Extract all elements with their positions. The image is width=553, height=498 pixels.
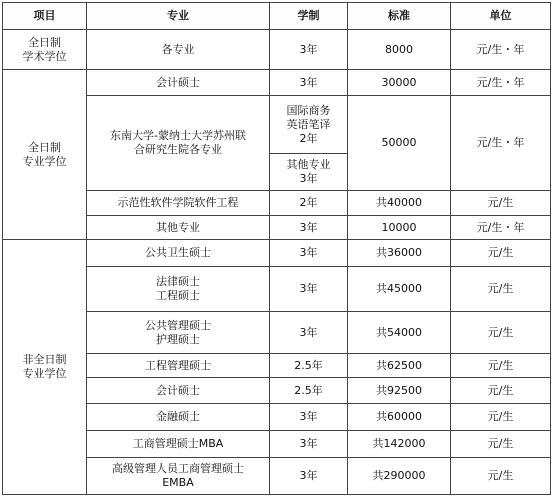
duration-cell: 其他专业 3年 <box>270 154 348 191</box>
header-fee: 标准 <box>348 3 451 30</box>
unit-cell: 元/生 <box>451 458 551 495</box>
major-cell: 东南大学-蒙纳士大学苏州联 合研究生院各专业 <box>87 96 270 191</box>
major-cell: 会计硕士 <box>87 70 270 96</box>
fee-cell: 50000 <box>348 96 451 191</box>
duration-cell: 3年 <box>270 70 348 96</box>
fee-cell: 共142000 <box>348 431 451 458</box>
unit-cell: 元/生・年 <box>451 30 551 70</box>
duration-cell: 3年 <box>270 240 348 267</box>
unit-cell: 元/生 <box>451 312 551 354</box>
duration-cell: 2.5年 <box>270 354 348 378</box>
major-cell: 公共管理硕士 护理硕士 <box>87 312 270 354</box>
major-cell: 工程管理硕士 <box>87 354 270 378</box>
duration-cell: 3年 <box>270 216 348 240</box>
fee-cell: 10000 <box>348 216 451 240</box>
duration-cell: 3年 <box>270 431 348 458</box>
unit-cell: 元/生 <box>451 404 551 431</box>
header-unit: 单位 <box>451 3 551 30</box>
fee-cell: 共62500 <box>348 354 451 378</box>
unit-cell: 元/生 <box>451 191 551 216</box>
unit-cell: 元/生 <box>451 240 551 267</box>
header-row <box>3 3 551 30</box>
table-row <box>3 30 551 70</box>
fee-cell: 共290000 <box>348 458 451 495</box>
fee-cell: 共54000 <box>348 312 451 354</box>
major-cell: 示范性软件学院软件工程 <box>87 191 270 216</box>
duration-cell: 3年 <box>270 312 348 354</box>
table-row <box>3 70 551 96</box>
major-cell: 高级管理人员工商管理硕士 EMBA <box>87 458 270 495</box>
group-academic: 全日制 学术学位 <box>3 30 87 70</box>
major-cell: 各专业 <box>87 30 270 70</box>
duration-cell: 3年 <box>270 30 348 70</box>
major-cell: 金融硕士 <box>87 404 270 431</box>
duration-cell: 国际商务 英语笔译 2年 <box>270 96 348 154</box>
header-project: 项目 <box>3 3 87 30</box>
unit-cell: 元/生 <box>451 378 551 404</box>
unit-cell: 元/生・年 <box>451 70 551 96</box>
header-major: 专业 <box>87 3 270 30</box>
duration-cell: 2年 <box>270 191 348 216</box>
fee-cell: 30000 <box>348 70 451 96</box>
duration-cell: 2.5年 <box>270 378 348 404</box>
major-cell: 法律硕士 工程硕士 <box>87 267 270 312</box>
duration-cell: 3年 <box>270 458 348 495</box>
unit-cell: 元/生 <box>451 267 551 312</box>
fee-cell: 共40000 <box>348 191 451 216</box>
group-parttime: 非全日制 专业学位 <box>3 240 87 495</box>
fee-cell: 共60000 <box>348 404 451 431</box>
major-cell: 其他专业 <box>87 216 270 240</box>
table-row <box>3 240 551 267</box>
major-cell: 工商管理硕士MBA <box>87 431 270 458</box>
unit-cell: 元/生 <box>451 354 551 378</box>
fee-cell: 共45000 <box>348 267 451 312</box>
major-cell: 会计硕士 <box>87 378 270 404</box>
unit-cell: 元/生・年 <box>451 216 551 240</box>
unit-cell: 元/生・年 <box>451 96 551 191</box>
header-duration: 学制 <box>270 3 348 30</box>
unit-cell: 元/生 <box>451 431 551 458</box>
fee-table <box>2 2 551 495</box>
major-cell: 公共卫生硕士 <box>87 240 270 267</box>
duration-cell: 3年 <box>270 404 348 431</box>
group-professional: 全日制 专业学位 <box>3 70 87 240</box>
fee-cell: 8000 <box>348 30 451 70</box>
fee-cell: 共92500 <box>348 378 451 404</box>
fee-cell: 共36000 <box>348 240 451 267</box>
duration-cell: 3年 <box>270 267 348 312</box>
